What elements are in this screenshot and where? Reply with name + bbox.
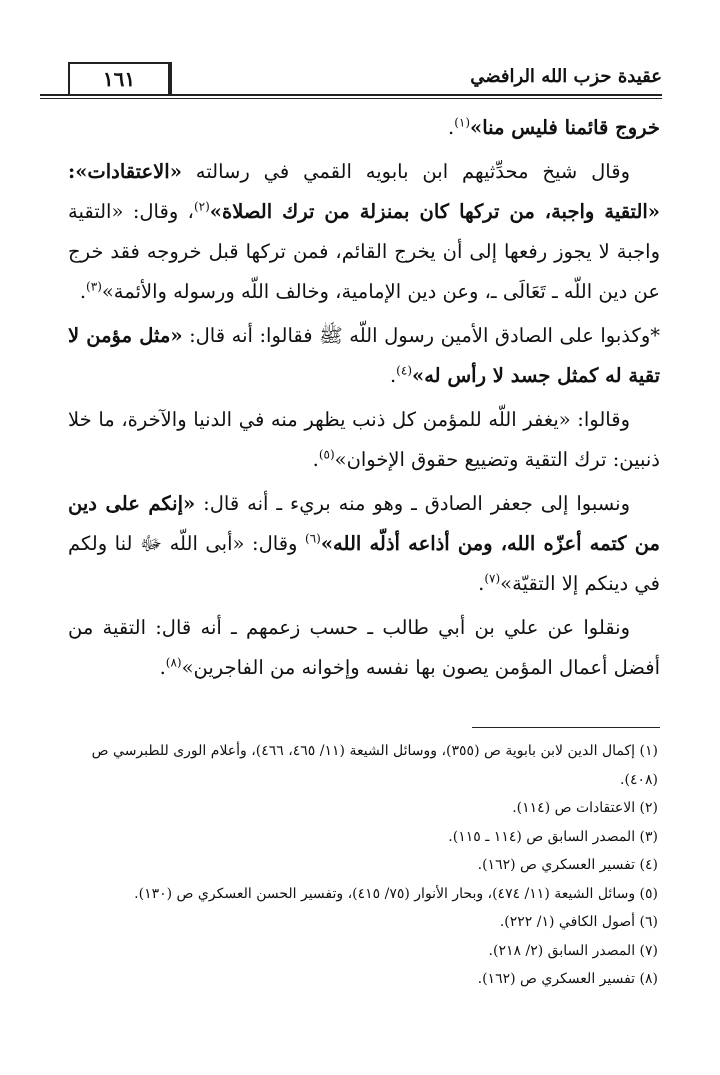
book-title: «الاعتقادات»: — [68, 160, 182, 183]
page-number: ١٦١ — [68, 62, 172, 96]
text: وقالوا: «يغفر اللّه للمؤمن كل ذنب يظهر منه في الدنيا والآخرة، ما خلا ذنبين: ترك التقية وتضييع حقوق الإخوان» — [68, 408, 660, 471]
footnote-ref: (١) — [454, 115, 471, 130]
paragraph-2 — [68, 152, 660, 312]
text: وقال شيخ محدِّثيهم ابن بابويه القمي في رسالته — [181, 160, 630, 183]
quote: «مثل مؤمن لا تقية له كمثل جسد لا رأس له» — [68, 324, 660, 387]
footnote-ref: (٢) — [193, 199, 210, 214]
quote: خروج قائمنا فليس منا» — [470, 116, 660, 139]
text: . — [79, 280, 87, 303]
footnote-ref: (٣) — [86, 279, 102, 294]
footnote-7: (٧) المصدر السابق (٢/ ٢١٨). — [488, 942, 658, 959]
paragraph-6 — [68, 608, 660, 688]
footnote-ref: (٨) — [165, 655, 182, 670]
text: . — [389, 364, 397, 387]
header-rule — [40, 94, 662, 96]
footnote-1: (١) إكمال الدين لابن بابوية ص (٣٥٥)، ووسائل الشيعة (١١/ ٤٦٥، ٤٦٦)، وأعلام الورى للطبرسي ص (٤٠٨). — [91, 743, 658, 788]
paragraph-5 — [68, 484, 660, 604]
footnote-4: (٤) تفسير العسكري ص (١٦٢). — [477, 857, 658, 873]
paragraph-4 — [68, 400, 660, 480]
footnote-6: (٦) أصول الكافي (١/ ٢٢٢). — [499, 914, 658, 930]
page-header — [40, 50, 662, 100]
text: . — [478, 572, 485, 595]
quote: «إنكم على دين من كتمه أعزّه الله، ومن أذاعه أذلّه الله» — [68, 492, 660, 555]
header-rule-thin — [40, 98, 662, 99]
footnote-ref: (٧) — [484, 571, 501, 586]
text: ونقلوا عن علي بن أبي طالب ـ حسب زعمهم ـ أنه قال: التقية من أفضل أعمال المؤمن يصون بها نفسه وإخوانه من الفاجرين» — [68, 616, 660, 679]
footnote-separator — [472, 727, 660, 728]
text: . — [159, 656, 166, 679]
footnote-8: (٨) تفسير العسكري ص (١٦٢). — [477, 971, 658, 987]
text: ، وقال: «التقية واجبة لا يجوز رفعها إلى أن يخرج القائم، فمن تركها قبل خروجه فقد خرج عن دين اللّه ـ تَعَالَى ـ، وعن دين الإمامية، وخالف اللّه ورسوله والأئمة» — [68, 200, 660, 303]
footnote-2: (٢) الاعتقادات ص (١١٤). — [512, 800, 658, 816]
footnotes — [68, 737, 658, 994]
paragraph-1 — [68, 108, 660, 148]
text: ونسبوا إلى جعفر الصادق ـ وهو منه بريء ـ أنه قال: — [195, 492, 630, 515]
footnote-3: (٣) المصدر السابق ص (١١٤ ـ ١١٥). — [448, 828, 658, 845]
text: *وكذبوا على الصادق الأمين رسول اللّه ﷺ فقالوا: أنه قال: — [182, 324, 660, 347]
quote: «التقية واجبة، من تركها كان بمنزلة من ترك الصلاة» — [209, 200, 660, 223]
paragraph-3 — [68, 316, 660, 396]
footnote-ref: (٦) — [305, 531, 321, 546]
footnote-ref: (٥) — [318, 447, 335, 462]
main-text — [68, 108, 660, 688]
footnote-5: (٥) وسائل الشيعة (١١/ ٤٧٤)، وبحار الأنوار (٧٥/ ٤١٥)، وتفسير الحسن العسكري ص (١٣٠). — [134, 885, 658, 902]
running-title: عقيدة حزب الله الرافضي — [470, 66, 662, 87]
text: . — [312, 448, 319, 471]
text: وقال: «أبى اللّه ﷻ لنا ولكم في دينكم إلا التقيّة» — [68, 532, 660, 595]
text: . — [448, 116, 455, 139]
footnote-ref: (٤) — [396, 363, 412, 378]
